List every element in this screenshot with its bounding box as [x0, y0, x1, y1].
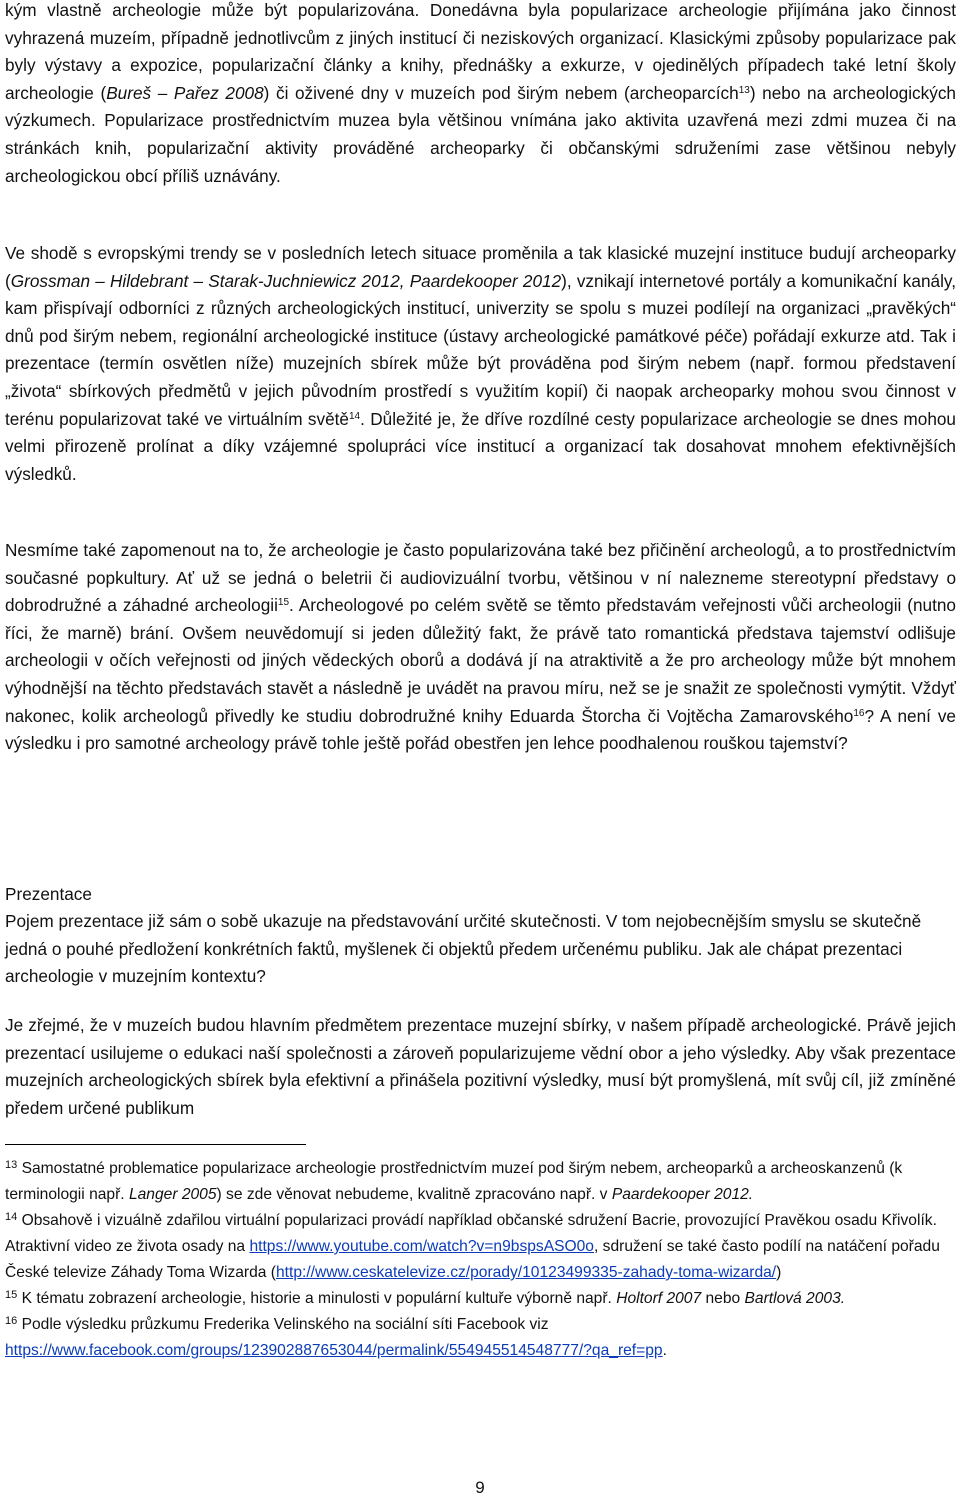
footnote-divider — [5, 1144, 306, 1145]
footnote-text: nebo — [701, 1290, 745, 1307]
youtube-link[interactable]: https://www.youtube.com/watch?v=n9bspsASO0o — [249, 1238, 594, 1255]
section-heading-prezentace: Prezentace — [5, 884, 92, 904]
citation: Langer 2005 — [128, 1186, 217, 1203]
footnote-ref-14[interactable]: 14 — [348, 410, 361, 422]
para-text: Nesmíme také zapomenout na to, že archeologie je často popularizována také bez přičinění archeologů, a to prostřednictvím současné popkultury. Ať už se jedná o beletrii či audiovizuální tvorbu, většinou v ní nalezneme stereotypní představy o dobrodružné a záhadné archeologii — [5, 540, 956, 616]
citation: Holtorf 2007 — [616, 1290, 702, 1307]
paragraph-presentation-museum: Je zřejmé, že v muzeích budou hlavním předmětem prezentace muzejní sbírky, v našem případě archeologické. Právě jejich prezentací usilujeme o edukaci naší společnosti a zároveň popularizujeme vědní obor a jeho výsledky. Aby však prezentace muzejních archeologických sbírek byla efektivní a přinášela pozitivní výsledky, musí být promyšlená, mít svůj cíl, již zmíněné předem určené publikum — [5, 1015, 956, 1118]
page-number: 9 — [475, 1478, 485, 1497]
paragraph-presentation-definition: Pojem prezentace již sám o sobě ukazuje na představování určité skutečnosti. V tom nejobecnějším smyslu se skutečně jedná o pouhé předložení konkrétních faktů, myšlenek či objektů předem určenému publiku. Jak ale chápat prezentaci archeologie v muzejním kontextu? — [5, 911, 922, 987]
footnote-number: 13 — [5, 1159, 18, 1171]
footnote-number: 15 — [5, 1289, 18, 1301]
footnote-ref-15[interactable]: 15 — [277, 597, 290, 609]
para-text: Ve shodě s evropskými trendy se v posledních letech situace proměnila a tak klasické muzejní instituce budují archeoparky ( — [5, 243, 956, 291]
footnote-text: Podle výsledku průzkumu Frederika Velinského na sociální síti Facebook viz — [17, 1316, 549, 1333]
footnote-number: 14 — [5, 1211, 18, 1223]
para-text: . Archeologové po celém světě se těmto představám veřejnosti vůči archeologii (nutno říci, že marně) brání. Ovšem neuvědomují si jeden důležitý fakt, že právě tato romantická představa tajemství odlišuje archeologii v očích veřejnosti od jiných vědeckých oborů a dodává jí na atraktivitě a že pro archeology může být mnohem výhodnější na těchto představách stavět a následně je uvádět na pravou míru, než se je snažit ze společnosti vymýtit. Vždyť nakonec, kolik archeologů přivedly ke studiu dobrodružné knihy Eduarda Štorcha či Vojtěcha Zamarovského — [5, 595, 956, 726]
para-text: ) či oživené dny v muzeích pod širým nebem (archeoparcích — [263, 82, 739, 103]
footnote-16 — [5, 1312, 956, 1364]
footnote-text: ) — [776, 1264, 782, 1281]
para-text: kým vlastně archeologie může být popularizována. Donedávna byla popularizace archeologie přijímána jako činnost vyhrazená muzeím, případně jednotlivcům z jiných institucí či neziskových organizací. Klasickými způsoby popularizace pak byly výstavy a expozice, popularizační články a knihy, přednášky a exkurze, v ojedinělých případech také letní školy archeologie ( — [5, 0, 956, 103]
citation: Bureš – Pařez 2008 — [106, 82, 264, 103]
citation: Grossman – Hildebrant – Starak-Juchniewicz 2012, Paardekooper 2012 — [10, 270, 562, 291]
para-text: . Důležité je, že dříve rozdílné cesty popularizace archeologie se dnes mohou velmi přirozeně prolínat a díky vzájemné spolupráci více institucí a organizací tak dosahovat mnohem efektivnějších výsledků. — [5, 408, 956, 484]
para-text: ), vznikají internetové portály a komunikační kanály, kam přispívají odborníci z různých archeologických institucí, univerzity se spolu s muzei podílejí na organizaci „pravěkých“ dnů pod širým nebem, regionální archeologické instituce (ústavy archeologické památkové péče) pořádají exkurze atd. Tak i prezentace (termín osvětlen níže) muzejních sbírek může být prováděna pod širým nebem (např. formou představení „života“ sbírkových předmětů v jejich původním prostředí s využitím kopií) či naopak archeoparky mohou svou činnost v terénu popularizovat také ve virtuálním světě — [5, 270, 956, 429]
footnotes — [5, 1156, 956, 1364]
paragraph-european-trends — [5, 240, 956, 488]
footnote-14 — [5, 1208, 956, 1286]
citation: Paardekooper 2012. — [611, 1186, 754, 1203]
paragraph-popularization-history — [5, 0, 956, 190]
footnote-text: Samostatné problematice popularizace archeologie prostřednictvím muzeí pod širým nebem, archeoparků a archeoskanzenů (k terminologii např. — [5, 1160, 903, 1203]
footnote-15 — [5, 1286, 956, 1312]
footnote-ref-13[interactable]: 13 — [738, 84, 750, 96]
footnote-ref-16[interactable]: 16 — [853, 707, 865, 719]
footnote-text: , sdružení se také často podílí na natáčení pořadu České televize Záhady Toma Wizarda ( — [5, 1238, 940, 1281]
footnote-text: K tématu zobrazení archeologie, historie a minulosti v populární kultuře výborně např. — [17, 1290, 617, 1307]
paragraph-popculture — [5, 537, 956, 758]
ceskatelevize-link[interactable]: http://www.ceskatelevize.cz/porady/10123499335-zahady-toma-wizarda/ — [275, 1264, 777, 1281]
para-text: ) nebo na archeologických výzkumech. Popularizace prostřednictvím muzea byla většinou vnímána jako aktivita uzavřená mezi zdmi muzea či na stránkách knih, popularizační aktivity prováděné archeoparky či občanskými sdruženími zase většinou nebyly archeologickou obcí příliš uznávány. — [5, 82, 956, 186]
footnote-13 — [5, 1156, 956, 1208]
footnote-text: ) se zde věnovat nebudeme, kvalitně zpracováno např. v — [216, 1186, 612, 1203]
footnote-text: . — [662, 1342, 667, 1359]
footnote-number: 16 — [5, 1315, 18, 1327]
footnote-text: Obsahově i vizuálně zdařilou virtuální popularizaci provádí například občanské sdružení Bacrie, provozující Pravěkou osadu Křivolík. Atraktivní video ze života osady na — [5, 1212, 937, 1255]
facebook-link[interactable]: https://www.facebook.com/groups/123902887653044/permalink/554945514548777/?qa_ref=pp — [5, 1342, 663, 1359]
para-text: ? A není ve výsledku i pro samotné archeology právě tohle ještě pořád obestřen jen lehce poodhalenou rouškou tajemství? — [5, 705, 956, 754]
citation: Bartlová 2003. — [744, 1290, 846, 1307]
